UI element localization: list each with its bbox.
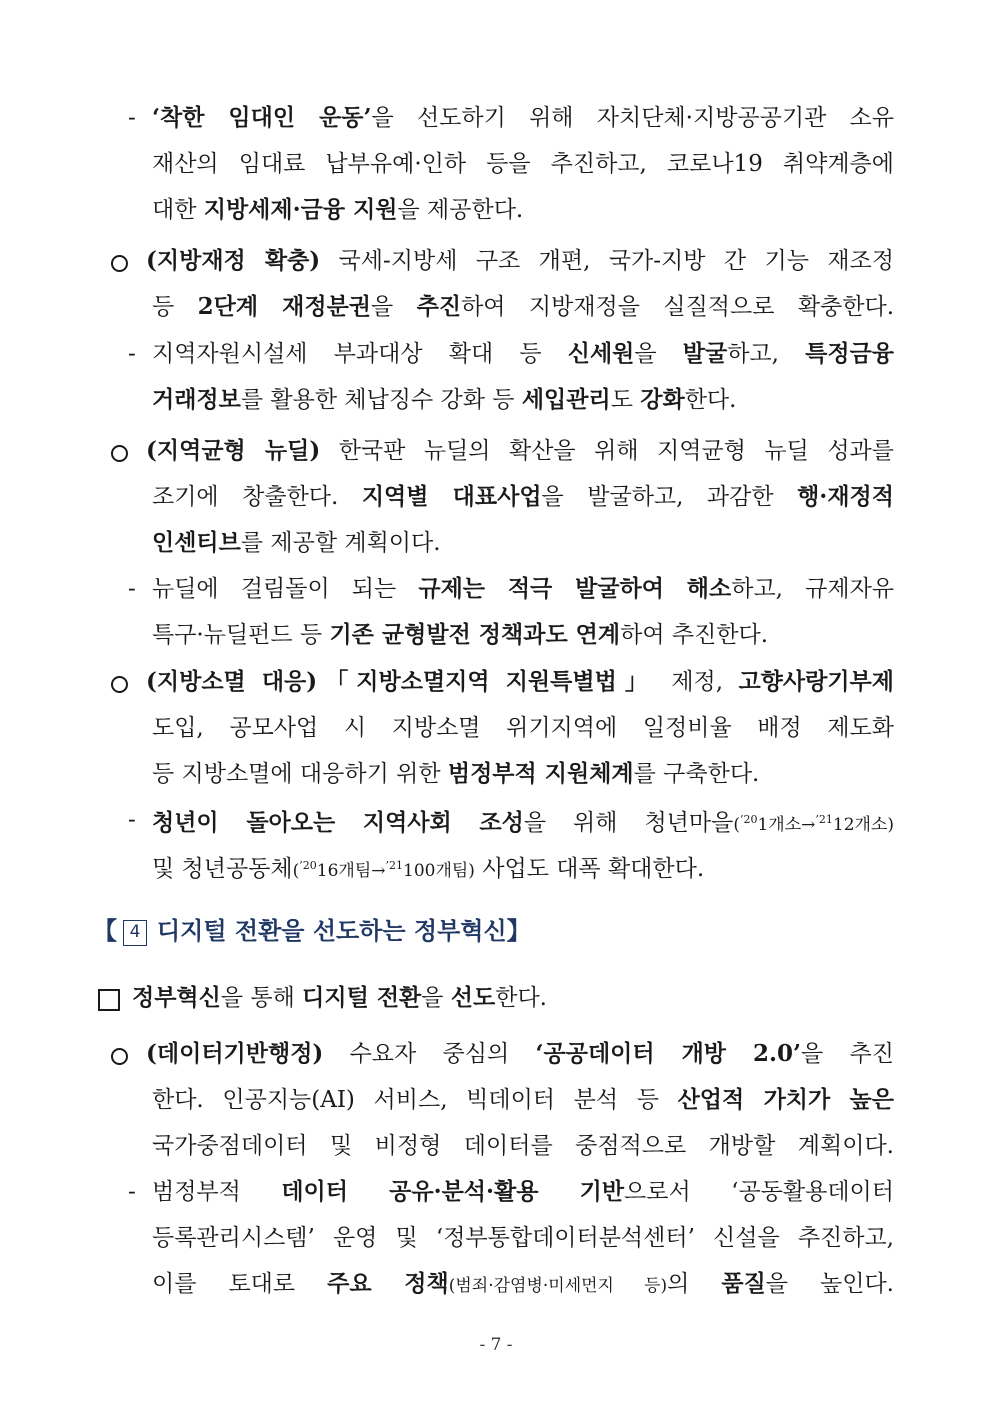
text-line: 대한 지방세제·금융 지원을 제공한다.	[152, 196, 524, 223]
text-line: 뉴딜에 걸림돌이 되는 규제는 적극 발굴하여 해소하고, 규제자유	[152, 575, 894, 602]
section-number: 4	[123, 920, 147, 946]
text-line: 범정부적 데이터 공유·분석·활용 기반으로서 ‘공동활용데이터	[152, 1178, 894, 1205]
text-line: 지역자원시설세 부과대상 확대 등 신세원을 발굴하고, 특정금융	[152, 340, 895, 367]
text-line: ‘착한 임대인 운동’을 선도하기 위해 자치단체·지방공공기관 소유	[152, 104, 894, 131]
text-line: 등록관리시스템’ 운영 및 ‘정부통합데이터분석센터’ 신설을 추진하고,	[152, 1225, 894, 1251]
subheading: 정부혁신을 통해 디지털 전환을 선도한다.	[132, 984, 547, 1011]
square-bullet-icon	[98, 989, 120, 1011]
text-line: 이를 토대로 주요 정책(범죄·감염병·미세먼지 등)의 품질을 높인다.	[152, 1270, 894, 1297]
bracket-close: 】	[506, 917, 531, 945]
circle-bullet-icon	[111, 445, 128, 462]
dash-bullet: -	[128, 105, 136, 131]
text-line: 조기에 창출한다. 지역별 대표사업을 발굴하고, 과감한 행·재정적	[152, 483, 894, 510]
circle-bullet-icon	[111, 1048, 128, 1065]
dash-bullet: -	[128, 341, 136, 367]
page-number: - 7 -	[479, 1335, 513, 1355]
circle-bullet-icon	[111, 255, 128, 272]
text-line: 국가중점데이터 및 비정형 데이터를 중점적으로 개방할 계획이다.	[152, 1133, 894, 1159]
text-line: 도입, 공모사업 시 지방소멸 위기지역에 일정비율 배정 제도화	[152, 715, 894, 741]
text-line: (지방재정 확충) 국세-지방세 구조 개편, 국가-지방 간 기능 재조정	[146, 247, 894, 274]
text-line: (지방소멸 대응)「지방소멸지역 지원특별법」 제정, 고향사랑기부제	[146, 668, 894, 695]
text-line: 및 청년공동체($^{’20}$16개팀→$^{’21}$100개팀) 사업도 대폭 확대한다.	[152, 856, 705, 882]
circle-bullet-icon	[111, 676, 128, 693]
text-line: 특구·뉴딜펀드 등 기존 균형발전 정책과도 연계하여 추진한다.	[152, 621, 769, 648]
text-line: (지역균형 뉴딜) 한국판 뉴딜의 확산을 위해 지역균형 뉴딜 성과를	[146, 437, 894, 464]
dash-bullet: -	[128, 807, 136, 833]
section-title: 디지털 전환을 선도하는 정부혁신	[157, 917, 507, 945]
section-heading	[93, 914, 531, 948]
bracket-open: 【	[93, 917, 117, 945]
text-line: 인센티브를 제공할 계획이다.	[152, 529, 441, 556]
text-line: 등 지방소멸에 대응하기 위한 범정부적 지원체계를 구축한다.	[152, 760, 760, 787]
text-line: 재산의 임대료 납부유예·인하 등을 추진하고, 코로나19 취약계층에	[152, 151, 894, 177]
text-line: (데이터기반행정) 수요자 중심의 ‘공공데이터 개방 2.0’을 추진	[146, 1040, 894, 1067]
text-line: 한다. 인공지능(AI) 서비스, 빅데이터 분석 등 산업적 가치가 높은	[152, 1086, 894, 1113]
text-line: 청년이 돌아오는 지역사회 조성을 위해 청년마을($^{’20}$1개소→$^{’21}$12개소)	[152, 809, 894, 836]
dash-bullet: -	[128, 576, 136, 602]
dash-bullet: -	[128, 1179, 136, 1205]
text-line: 등 2단계 재정분권을 추진하여 지방재정을 실질적으로 확충한다.	[152, 293, 895, 320]
text-line: 거래정보를 활용한 체납징수 강화 등 세입관리도 강화한다.	[152, 386, 737, 413]
